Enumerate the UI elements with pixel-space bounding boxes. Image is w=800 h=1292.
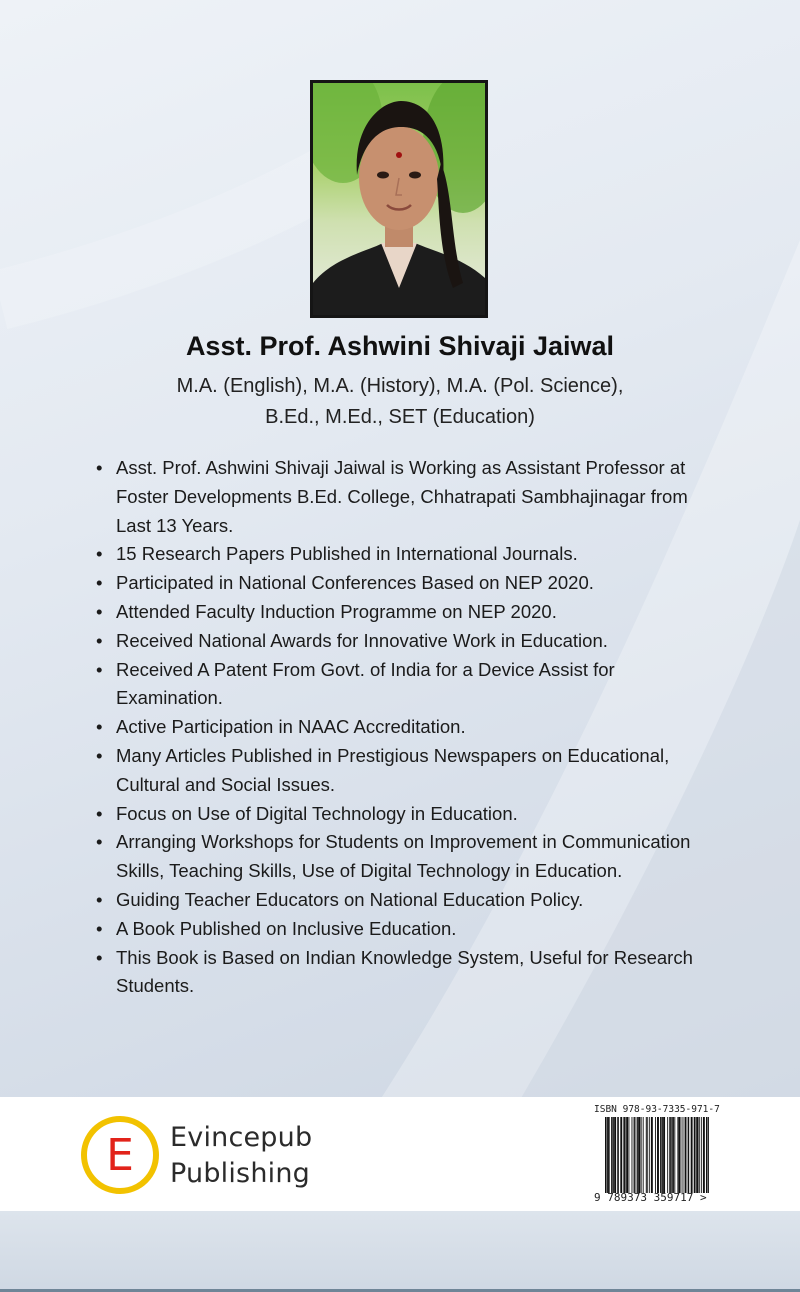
barcode-bar — [643, 1117, 644, 1193]
barcode-bar — [669, 1117, 671, 1193]
barcode-bar — [662, 1117, 663, 1193]
highlight-item: • Arranging Workshops for Students on Improvement in Communication Skills, Teaching Skills, Use of Digital Technology in Education. — [96, 828, 716, 886]
barcode-bar — [701, 1117, 702, 1193]
barcode-bar — [611, 1117, 613, 1193]
barcode-bar — [708, 1117, 709, 1193]
author-highlights-list — [96, 454, 716, 1001]
barcode-bar — [634, 1117, 635, 1193]
barcode-bar — [605, 1117, 607, 1193]
isbn-label: ISBN 978-93-7335-971-7 — [594, 1104, 720, 1115]
barcode-bar — [641, 1117, 642, 1193]
highlight-item: • Participated in National Conferences Based on NEP 2020. — [96, 569, 716, 598]
highlight-item: • Active Participation in NAAC Accreditation. — [96, 713, 716, 742]
barcode-bar — [694, 1117, 696, 1193]
author-qualifications-line2: B.Ed., M.Ed., SET (Education) — [265, 406, 535, 428]
barcode-bar — [615, 1117, 616, 1193]
barcode-bar — [647, 1117, 648, 1193]
barcode-bar — [626, 1117, 628, 1193]
author-name: Asst. Prof. Ashwini Shivaji Jaiwal — [185, 331, 615, 361]
bottom-strip — [0, 1211, 800, 1292]
author-photo — [310, 80, 488, 318]
highlight-item: • Guiding Teacher Educators on National Education Policy. — [96, 886, 716, 915]
author-qualifications-line1: M.A. (English), M.A. (History), M.A. (Pol. Science), — [176, 375, 624, 397]
barcode-bar — [655, 1117, 656, 1193]
barcode-bar — [674, 1117, 675, 1193]
barcode-bar — [625, 1117, 626, 1193]
barcode-bar — [678, 1117, 680, 1193]
logo-letter: E — [106, 1130, 134, 1181]
barcode-bar — [652, 1117, 653, 1193]
barcode-bar — [677, 1117, 678, 1193]
highlight-item: • This Book is Based on Indian Knowledge System, Useful for Research Students. — [96, 944, 716, 1002]
barcode-bar — [621, 1117, 622, 1193]
barcode-bar — [613, 1117, 614, 1193]
barcode-bar — [664, 1117, 665, 1193]
barcode-bar — [683, 1117, 684, 1193]
publisher-name-line2: Publishing — [170, 1158, 310, 1189]
barcode-bar — [617, 1117, 619, 1193]
highlight-item: • Received A Patent From Govt. of India for a Device Assist for Examination. — [96, 656, 716, 714]
barcode-bar — [680, 1117, 681, 1193]
barcode-bar — [692, 1117, 693, 1193]
barcode-bar — [639, 1117, 641, 1193]
highlight-item: • Received National Awards for Innovative Work in Education. — [96, 627, 716, 656]
barcode-bar — [623, 1117, 625, 1193]
highlight-item: • Attended Faculty Induction Programme on NEP 2020. — [96, 598, 716, 627]
barcode-bar — [646, 1117, 647, 1193]
highlight-item: • Many Articles Published in Prestigious Newspapers on Educational, Cultural and Social Issues. — [96, 742, 716, 800]
evincepub-logo-icon — [79, 1114, 161, 1196]
barcode-bar — [704, 1117, 705, 1193]
barcode-bar — [608, 1117, 610, 1193]
barcode-bar — [649, 1117, 650, 1193]
barcode-bar — [632, 1117, 633, 1193]
highlight-item: • Focus on Use of Digital Technology in Education. — [96, 800, 716, 829]
highlight-item: • 15 Research Papers Published in International Journals. — [96, 540, 716, 569]
barcode-bar — [667, 1117, 668, 1193]
barcode-bar — [688, 1117, 690, 1193]
isbn-barcode — [605, 1117, 709, 1193]
barcode-bar — [660, 1117, 662, 1193]
barcode-bar — [628, 1117, 629, 1193]
highlight-item: • A Book Published on Inclusive Education. — [96, 915, 716, 944]
barcode-bar — [658, 1117, 659, 1193]
barcode-bar — [671, 1117, 672, 1193]
barcode-bar — [696, 1117, 697, 1193]
barcode-digits: 9 789373 359717 > — [594, 1191, 707, 1204]
barcode-bar — [607, 1117, 608, 1193]
author-portrait — [313, 83, 485, 315]
barcode-bar — [637, 1117, 638, 1193]
barcode-bar — [706, 1117, 708, 1193]
barcode-bar — [672, 1117, 674, 1193]
barcode-bar — [697, 1117, 699, 1193]
barcode-bar — [635, 1117, 636, 1193]
barcode-bar — [638, 1117, 639, 1193]
publisher-name-line1: Evincepub — [170, 1122, 313, 1153]
barcode-bar — [699, 1117, 700, 1193]
barcode-bar — [686, 1117, 687, 1193]
highlight-item: • Asst. Prof. Ashwini Shivaji Jaiwal is Working as Assistant Professor at Foster Developments B.Ed. College, Chhatrapati Sambhajinagar from Last 13 Years. — [96, 454, 716, 540]
